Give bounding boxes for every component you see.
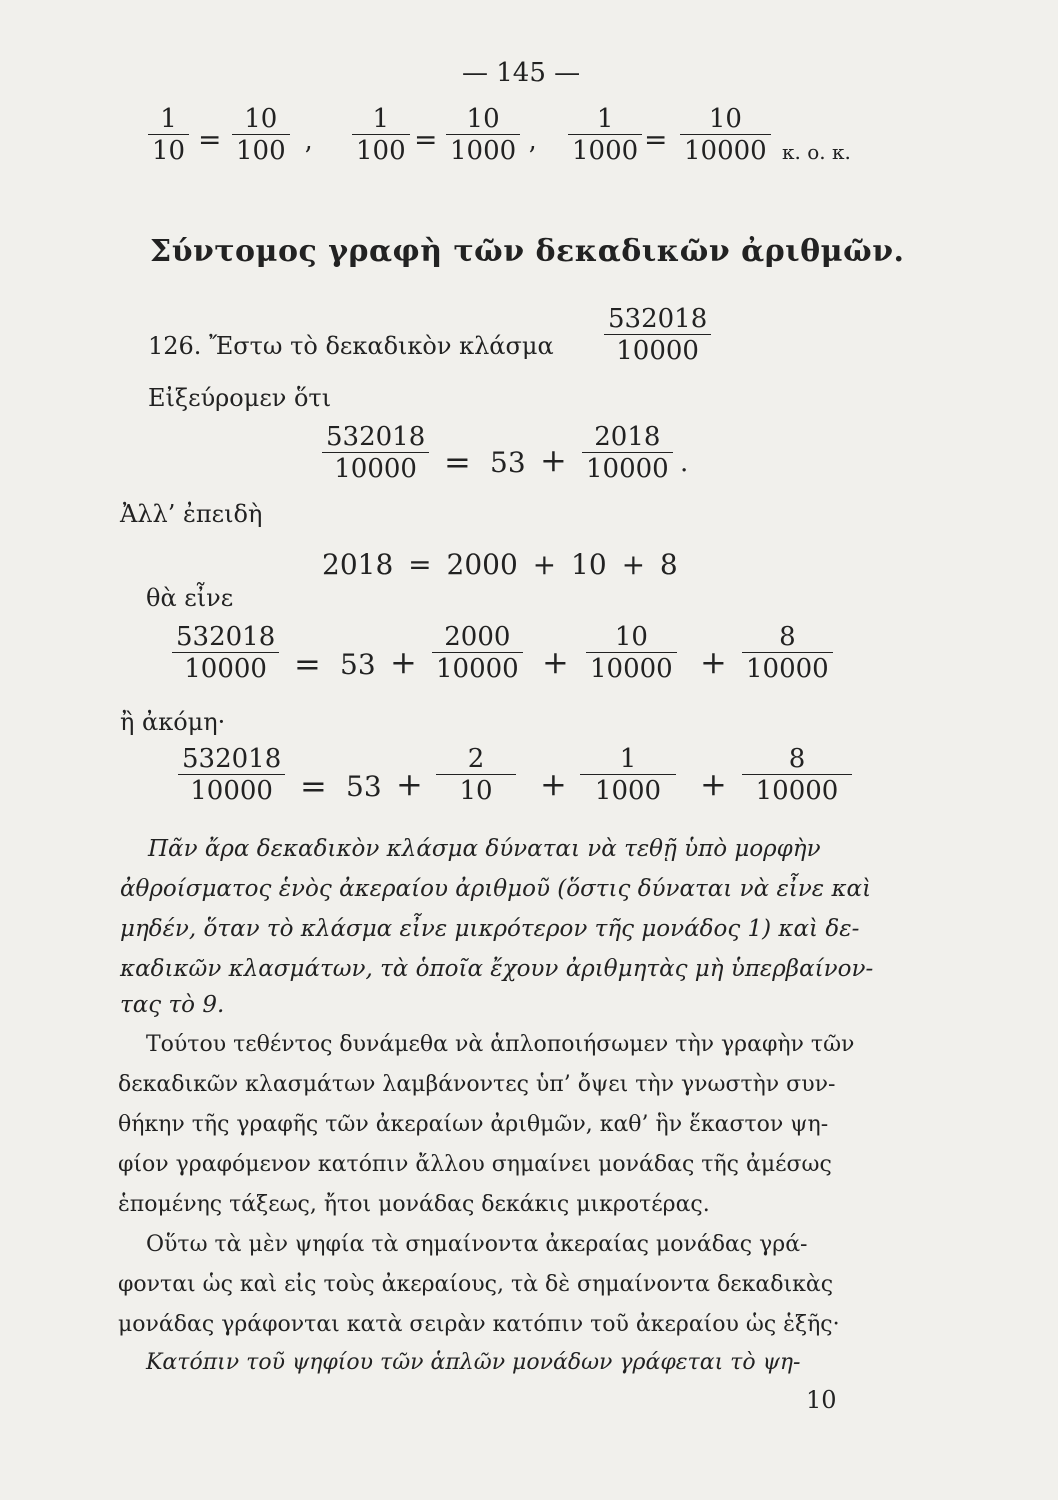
text-line: μηδέν, ὅταν τὸ κλάσμα εἶνε μικρότερον τῆς μονάδος 1) καὶ δε- <box>120 916 860 942</box>
text-line: Εἰξεύρομεν ὅτι <box>148 384 332 412</box>
denominator: 100 <box>232 134 290 164</box>
plus-sign: + <box>390 643 417 681</box>
denominator: 10000 <box>604 334 711 364</box>
etc-abbreviation: κ. ο. κ. <box>782 140 851 164</box>
numerator: 1 <box>596 104 614 134</box>
fraction <box>586 624 677 682</box>
numerator: 532018 <box>182 744 282 774</box>
numerator: 8 <box>788 744 806 774</box>
text-line: Ἀλλ’ ἐπειδὴ <box>120 500 263 528</box>
denominator: 10000 <box>178 774 285 804</box>
numerator: 1 <box>372 104 390 134</box>
equals-sign: = <box>644 123 668 156</box>
text-line: Οὕτω τὰ μὲν ψηφία τὰ σημαίνοντα ἀκεραίας μονάδας γρά- <box>146 1232 808 1257</box>
plus-sign: + <box>396 765 423 803</box>
numerator: 532018 <box>326 422 426 452</box>
separator: ’ <box>304 142 313 172</box>
denominator: 10 <box>436 774 516 804</box>
fraction <box>680 106 771 164</box>
paragraph-126: 126. Ἔστω τὸ δεκαδικὸν κλάσμα <box>148 332 554 360</box>
text-line: μονάδας γράφονται κατὰ σειρὰν κατόπιν τοῦ ἀκεραίου ὡς ἑξῆς· <box>118 1312 840 1337</box>
fraction <box>432 624 523 682</box>
text-line: ἑπομένης τάξεως, ἤτοι μονάδας δεκάκις μικροτέρας. <box>118 1192 710 1217</box>
plus-sign: + <box>700 765 727 803</box>
plus-sign: + <box>700 643 727 681</box>
denominator: 10000 <box>432 652 523 682</box>
fraction <box>178 746 285 804</box>
numerator: 2 <box>467 744 485 774</box>
denominator: 1000 <box>568 134 642 164</box>
fraction <box>352 106 410 164</box>
text-line: θήκην τῆς γραφῆς τῶν ἀκεραίων ἀριθμῶν, καθ’ ἣν ἕκαστον ψη- <box>118 1112 829 1137</box>
numerator: 10 <box>708 104 742 134</box>
fraction <box>604 306 711 364</box>
text-line: φονται ὡς καὶ εἰς τοὺς ἀκεραίους, τὰ δὲ σημαίνοντα δεκαδικὰς <box>118 1272 834 1297</box>
numerator: 10 <box>614 622 648 652</box>
whole-number: 53 <box>346 770 382 803</box>
text-line: Πᾶν ἄρα δεκαδικὸν κλάσμα δύναται νὰ τεθῇ ὑπὸ μορφὴν <box>148 836 821 862</box>
fraction <box>436 746 516 804</box>
fraction <box>742 746 852 804</box>
denominator: 10000 <box>680 134 771 164</box>
plus-sign: + <box>540 441 567 479</box>
plus-sign: + <box>542 643 569 681</box>
numerator: 10 <box>466 104 500 134</box>
denominator: 10000 <box>172 652 279 682</box>
numerator: 1 <box>619 744 637 774</box>
fraction <box>580 746 676 804</box>
numerator: 2000 <box>444 622 511 652</box>
whole-number: 53 <box>340 648 376 681</box>
text-line: Κατόπιν τοῦ ψηφίου τῶν ἁπλῶν μονάδων γράφεται τὸ ψη- <box>146 1350 801 1375</box>
fraction <box>172 624 279 682</box>
denominator: 10000 <box>742 652 833 682</box>
equals-sign: = <box>414 123 438 156</box>
fraction <box>582 424 673 482</box>
equals-sign: = <box>294 645 321 683</box>
period: . <box>680 448 689 478</box>
equation-2: 2018 = 2000 + 10 + 8 <box>322 548 678 581</box>
equals-sign: = <box>198 123 222 156</box>
fraction <box>446 106 520 164</box>
text-line: δεκαδικῶν κλασμάτων λαμβάνοντες ὑπ’ ὄψει τὴν γνωστὴν συν- <box>118 1072 836 1097</box>
numerator: 1 <box>160 104 177 134</box>
equals-sign: = <box>300 767 327 805</box>
numerator: 2018 <box>594 422 661 452</box>
numerator: 532018 <box>608 304 708 334</box>
fraction <box>232 106 290 164</box>
text-line: ἀθροίσματος ἑνὸς ἀκεραίου ἀριθμοῦ (ὅστις δύναται νὰ εἶνε καὶ <box>120 876 872 902</box>
text-line: καδικῶν κλασμάτων, τὰ ὁποῖα ἔχουν ἀριθμητὰς μὴ ὑπερβαίνον- <box>120 956 874 982</box>
denominator: 1000 <box>446 134 520 164</box>
denominator: 10000 <box>742 774 852 804</box>
fraction <box>322 424 429 482</box>
fraction <box>742 624 833 682</box>
text-line: θὰ εἶνε <box>146 584 234 612</box>
equals-sign: = <box>444 443 471 481</box>
denominator: 10000 <box>322 452 429 482</box>
whole-number: 53 <box>490 446 526 479</box>
denominator: 100 <box>352 134 410 164</box>
text-line: ἢ ἀκόμη· <box>120 708 226 736</box>
numerator: 532018 <box>176 622 276 652</box>
denominator: 10000 <box>582 452 673 482</box>
plus-sign: + <box>540 765 567 803</box>
denominator: 10 <box>148 134 189 164</box>
page-number: — 145 — <box>462 58 581 88</box>
separator: ’ <box>528 142 537 172</box>
text-line: Τούτου τεθέντος δυνάμεθα νὰ ἁπλοποιήσωμεν τὴν γραφὴν τῶν <box>146 1032 855 1057</box>
fraction <box>568 106 642 164</box>
numerator: 8 <box>779 622 796 652</box>
fraction <box>148 106 189 164</box>
section-title: Σύντομος γραφὴ τῶν δεκαδικῶν ἀριθμῶν. <box>150 234 905 269</box>
text-line: φίον γραφόμενον κατόπιν ἄλλου σημαίνει μονάδας τῆς ἀμέσως <box>118 1152 832 1177</box>
text-line: τας τὸ 9. <box>120 992 225 1018</box>
signature-mark: 10 <box>806 1386 837 1414</box>
denominator: 10000 <box>586 652 677 682</box>
denominator: 1000 <box>580 774 676 804</box>
numerator: 10 <box>244 104 278 134</box>
